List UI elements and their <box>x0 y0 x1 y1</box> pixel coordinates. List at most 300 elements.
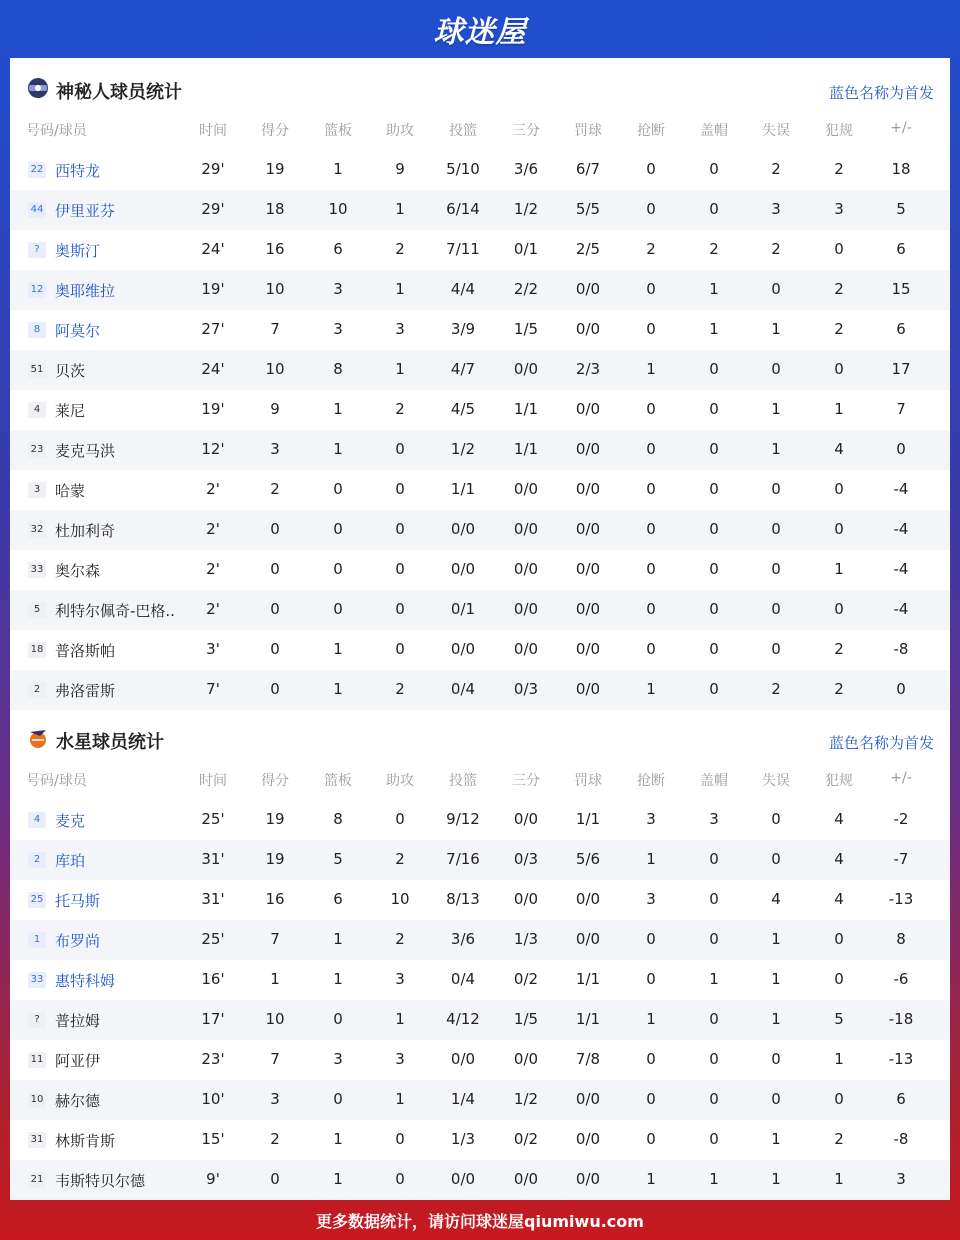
stat-cell: 0 <box>646 400 656 418</box>
jersey-number: 31 <box>28 1132 46 1148</box>
stat-cell: 0 <box>646 640 656 658</box>
stat-cell: 2 <box>834 680 844 698</box>
stat-cell: 0/0 <box>575 320 601 338</box>
player-name[interactable]: 阿莫尔 <box>55 322 101 340</box>
stat-cell: 0/0 <box>575 600 601 618</box>
stat-cell: 0 <box>646 200 656 218</box>
stat-cell: 25' <box>201 930 225 948</box>
stat-cell: 0/0 <box>513 1050 539 1068</box>
player-row[interactable] <box>10 1040 950 1080</box>
player-name[interactable]: 奥耶维拉 <box>55 282 116 300</box>
stat-cell: 0 <box>709 200 719 218</box>
player-name[interactable]: 麦克马洪 <box>55 442 116 460</box>
stat-cell: 8 <box>896 930 906 948</box>
team-badge-icon <box>26 76 50 100</box>
stat-cell: 3 <box>709 810 719 828</box>
column-header: 三分 <box>512 123 540 139</box>
starter-legend-note: 蓝色名称为首发 <box>828 84 934 102</box>
stat-cell: 0/0 <box>513 810 539 828</box>
column-header-row <box>10 108 950 148</box>
stat-cell: 19 <box>265 160 285 178</box>
stat-cell: 0 <box>395 440 405 458</box>
stat-cell: -4 <box>893 520 909 538</box>
jersey-number: 18 <box>28 642 46 658</box>
player-row[interactable] <box>10 1080 950 1120</box>
stat-cell: 4 <box>834 440 844 458</box>
player-row[interactable] <box>10 920 950 960</box>
stat-cell: 0 <box>771 520 781 538</box>
stat-cell: 0 <box>771 360 781 378</box>
stat-cell: 27' <box>201 320 225 338</box>
stat-cell: 1 <box>333 970 343 988</box>
jersey-number: 51 <box>28 362 46 378</box>
stat-cell: 6 <box>896 1090 906 1108</box>
stat-cell: 16' <box>201 970 225 988</box>
stat-cell: 0 <box>395 1130 405 1148</box>
stat-cell: 0/4 <box>450 970 476 988</box>
stat-cell: 0 <box>709 1010 719 1028</box>
player-name[interactable]: 伊里亚芬 <box>55 202 116 220</box>
column-header: 号码/球员 <box>26 773 87 789</box>
player-name[interactable]: 托马斯 <box>55 892 101 910</box>
stat-cell: 29' <box>201 200 225 218</box>
column-header: 罚球 <box>574 123 602 139</box>
stat-cell: 1 <box>395 1010 405 1028</box>
stat-cell: 1 <box>771 1010 781 1028</box>
stat-cell: 3/6 <box>513 160 539 178</box>
player-name[interactable]: 莱尼 <box>55 402 86 420</box>
stat-cell: 0 <box>834 240 844 258</box>
stat-cell: 6 <box>896 240 906 258</box>
stat-cell: 3 <box>270 1090 280 1108</box>
stat-cell: 1 <box>646 1010 656 1028</box>
player-row[interactable] <box>10 880 950 920</box>
player-row[interactable] <box>10 430 950 470</box>
stat-cell: 1/1 <box>450 480 476 498</box>
stat-cell: 0/0 <box>575 680 601 698</box>
stat-cell: -4 <box>893 600 909 618</box>
stat-cell: 0 <box>834 1090 844 1108</box>
stat-cell: 2 <box>771 160 781 178</box>
player-row[interactable] <box>10 230 950 270</box>
stat-cell: 3/9 <box>450 320 476 338</box>
stat-cell: 0 <box>646 1130 656 1148</box>
stat-cell: 1/1 <box>513 440 539 458</box>
stat-cell: 1 <box>395 280 405 298</box>
stat-cell: 10 <box>265 360 285 378</box>
stat-cell: -7 <box>893 850 909 868</box>
jersey-number: 25 <box>28 892 46 908</box>
player-row[interactable] <box>10 270 950 310</box>
stat-cell: 2 <box>270 480 280 498</box>
stat-cell: 16 <box>265 890 285 908</box>
player-row[interactable] <box>10 960 950 1000</box>
stat-cell: 5 <box>834 1010 844 1028</box>
stat-cell: 16 <box>265 240 285 258</box>
player-name[interactable]: 韦斯特贝尔德 <box>55 1172 146 1190</box>
team-title: 神秘人球员统计 <box>56 82 182 103</box>
stat-cell: 6/7 <box>575 160 601 178</box>
column-header: 号码/球员 <box>26 123 87 139</box>
stat-cell: 0 <box>834 520 844 538</box>
stat-cell: 9' <box>206 1170 220 1188</box>
stat-cell: 7 <box>270 1050 280 1068</box>
player-row[interactable] <box>10 630 950 670</box>
stat-cell: 9 <box>395 160 405 178</box>
stat-cell: 0 <box>646 600 656 618</box>
stat-cell: 1 <box>395 1090 405 1108</box>
stat-cell: 31' <box>201 850 225 868</box>
stat-cell: 19' <box>201 280 225 298</box>
stat-cell: 3' <box>206 640 220 658</box>
stat-cell: 0/0 <box>450 640 476 658</box>
stat-cell: 0/0 <box>575 890 601 908</box>
stat-cell: 0/0 <box>513 640 539 658</box>
stat-cell: 0/0 <box>575 640 601 658</box>
stat-cell: 1/1 <box>575 810 601 828</box>
stat-cell: 0/0 <box>575 480 601 498</box>
player-row[interactable] <box>10 470 950 510</box>
stat-cell: -13 <box>888 1050 914 1068</box>
column-header: 助攻 <box>386 773 414 789</box>
stat-cell: 0 <box>709 440 719 458</box>
stat-cell: 0/0 <box>575 930 601 948</box>
stat-cell: 2/3 <box>575 360 601 378</box>
stat-cell: 0/0 <box>513 600 539 618</box>
player-name[interactable]: 阿亚伊 <box>55 1052 101 1070</box>
stats-card <box>10 58 950 1200</box>
team-title: 水星球员统计 <box>56 732 164 753</box>
footer-banner[interactable]: 更多数据统计，请访问球迷屋qiumiwu.com <box>316 1211 644 1231</box>
stat-cell: 25' <box>201 810 225 828</box>
stat-cell: 1 <box>771 1170 781 1188</box>
column-header: 篮板 <box>324 773 352 789</box>
stat-cell: 0/0 <box>450 1050 476 1068</box>
stat-cell: 0 <box>709 1050 719 1068</box>
stat-cell: 3 <box>395 320 405 338</box>
stat-cell: 0 <box>646 970 656 988</box>
stat-cell: 0/0 <box>513 360 539 378</box>
stat-cell: 2 <box>834 160 844 178</box>
jersey-number: 4 <box>28 812 46 828</box>
stat-cell: 0/0 <box>575 1090 601 1108</box>
stat-cell: 0/4 <box>450 680 476 698</box>
jersey-number: 44 <box>28 202 46 218</box>
stat-cell: 17' <box>201 1010 225 1028</box>
stat-cell: 0 <box>709 930 719 948</box>
stat-cell: 9 <box>270 400 280 418</box>
stat-cell: 0 <box>395 600 405 618</box>
stat-cell: 0 <box>709 160 719 178</box>
player-row[interactable] <box>10 390 950 430</box>
stat-cell: 0/0 <box>575 280 601 298</box>
stat-cell: 0 <box>709 1090 719 1108</box>
stat-cell: 5/6 <box>575 850 601 868</box>
stat-cell: 2' <box>206 560 220 578</box>
stat-cell: 5/5 <box>575 200 601 218</box>
stat-cell: 0 <box>646 1050 656 1068</box>
stat-cell: 0 <box>771 480 781 498</box>
stat-cell: 0 <box>333 1090 343 1108</box>
stat-cell: 2 <box>834 640 844 658</box>
team-badge-icon <box>26 726 50 750</box>
jersey-number: 4 <box>28 402 46 418</box>
player-name[interactable]: 惠特科姆 <box>55 972 116 990</box>
stat-cell: 0 <box>333 1010 343 1028</box>
stat-cell: 0/0 <box>513 480 539 498</box>
stat-cell: 4 <box>834 810 844 828</box>
jersey-number: ? <box>28 242 46 258</box>
player-row[interactable] <box>10 150 950 190</box>
player-row[interactable] <box>10 800 950 840</box>
jersey-number: 12 <box>28 282 46 298</box>
stat-cell: 0 <box>395 1170 405 1188</box>
stat-cell: -4 <box>893 560 909 578</box>
stat-cell: 1 <box>333 930 343 948</box>
stat-cell: 3 <box>333 1050 343 1068</box>
stat-cell: 0 <box>270 600 280 618</box>
stat-cell: 5 <box>896 200 906 218</box>
jersey-number: 3 <box>28 482 46 498</box>
stat-cell: 0 <box>646 1090 656 1108</box>
stat-cell: 1 <box>771 440 781 458</box>
stat-cell: 0/0 <box>450 560 476 578</box>
stat-cell: 1/5 <box>513 1010 539 1028</box>
stat-cell: 24' <box>201 240 225 258</box>
stat-cell: 0 <box>709 850 719 868</box>
player-name[interactable]: 弗洛雷斯 <box>55 682 116 700</box>
column-header: 失误 <box>762 773 790 789</box>
column-header: 抢断 <box>637 773 665 789</box>
stat-cell: 0 <box>646 520 656 538</box>
stat-cell: -4 <box>893 480 909 498</box>
player-name[interactable]: 普洛斯帕 <box>55 642 116 660</box>
player-row[interactable] <box>10 350 950 390</box>
stat-cell: 0 <box>270 640 280 658</box>
stat-cell: 2 <box>834 320 844 338</box>
top-banner <box>0 0 960 58</box>
stat-cell: 1 <box>771 930 781 948</box>
player-name[interactable]: 普拉姆 <box>55 1012 101 1030</box>
stat-cell: 1 <box>270 970 280 988</box>
stat-cell: -13 <box>888 890 914 908</box>
column-header: 盖帽 <box>700 773 728 789</box>
stat-cell: 2 <box>834 1130 844 1148</box>
stat-cell: 4 <box>834 850 844 868</box>
player-name[interactable]: 库珀 <box>55 852 86 870</box>
column-header: 犯规 <box>825 123 853 139</box>
jersey-number: 23 <box>28 442 46 458</box>
stat-cell: 0 <box>646 280 656 298</box>
player-name[interactable]: 赫尔德 <box>55 1092 101 1110</box>
stat-cell: -8 <box>893 640 909 658</box>
stat-cell: 0 <box>709 480 719 498</box>
player-name[interactable]: 奥尔森 <box>55 562 101 580</box>
jersey-number: 1 <box>28 932 46 948</box>
stat-cell: 0 <box>333 600 343 618</box>
stat-cell: 0 <box>834 360 844 378</box>
stat-cell: 1/2 <box>513 200 539 218</box>
stat-cell: 23' <box>201 1050 225 1068</box>
player-name[interactable]: 奥斯汀 <box>55 242 101 260</box>
stat-cell: 0 <box>646 560 656 578</box>
column-header: 得分 <box>261 123 289 139</box>
jersey-number: 21 <box>28 1172 46 1188</box>
stat-cell: 2/5 <box>575 240 601 258</box>
stat-cell: 0 <box>834 930 844 948</box>
stat-cell: 0 <box>896 680 906 698</box>
stat-cell: 0 <box>709 360 719 378</box>
stat-cell: 1 <box>709 320 719 338</box>
stat-cell: 0 <box>333 560 343 578</box>
player-name[interactable]: 林斯肯斯 <box>55 1132 116 1150</box>
player-name[interactable]: 西特龙 <box>55 162 101 180</box>
player-row[interactable] <box>10 310 950 350</box>
player-row[interactable] <box>10 840 950 880</box>
stat-cell: 0 <box>709 520 719 538</box>
stat-cell: 5/10 <box>446 160 480 178</box>
stat-cell: 7' <box>206 680 220 698</box>
column-header-row <box>10 758 950 798</box>
stat-cell: 15 <box>891 280 911 298</box>
stat-cell: 0/0 <box>575 400 601 418</box>
player-row[interactable] <box>10 670 950 710</box>
stat-cell: 2 <box>646 240 656 258</box>
stat-cell: 6 <box>896 320 906 338</box>
stat-cell: 0/0 <box>450 1170 476 1188</box>
stat-cell: 2' <box>206 480 220 498</box>
jersey-number: 8 <box>28 322 46 338</box>
column-header: 时间 <box>199 773 227 789</box>
player-name[interactable]: 布罗尚 <box>55 932 101 950</box>
column-header: 投篮 <box>449 773 477 789</box>
stat-cell: 1 <box>333 1130 343 1148</box>
stat-cell: 0/0 <box>575 560 601 578</box>
stat-cell: 7/16 <box>446 850 480 868</box>
stat-cell: -6 <box>893 970 909 988</box>
stat-cell: 0/1 <box>450 600 476 618</box>
stat-cell: 3/6 <box>450 930 476 948</box>
player-row[interactable] <box>10 510 950 550</box>
player-row[interactable] <box>10 1000 950 1040</box>
stat-cell: 10 <box>265 280 285 298</box>
stat-cell: 0 <box>771 810 781 828</box>
player-row[interactable] <box>10 1120 950 1160</box>
player-name[interactable]: 麦克 <box>55 812 86 830</box>
player-row[interactable] <box>10 550 950 590</box>
stat-cell: 0/0 <box>513 1170 539 1188</box>
stat-cell: 0 <box>771 640 781 658</box>
stat-cell: 0/0 <box>450 520 476 538</box>
stat-cell: 2 <box>395 930 405 948</box>
stat-cell: 0 <box>646 480 656 498</box>
stat-cell: 1 <box>646 1170 656 1188</box>
stat-cell: 2 <box>771 240 781 258</box>
stat-cell: 1/1 <box>575 1010 601 1028</box>
stat-cell: 0 <box>395 560 405 578</box>
column-header: +/- <box>890 120 912 136</box>
player-row[interactable] <box>10 590 950 630</box>
player-row[interactable] <box>10 1160 950 1200</box>
stat-cell: 1 <box>771 400 781 418</box>
jersey-number: 2 <box>28 852 46 868</box>
jersey-number: 22 <box>28 162 46 178</box>
player-name[interactable]: 利特尔佩奇-巴格.. <box>55 602 175 620</box>
stat-cell: 0/3 <box>513 680 539 698</box>
stat-cell: 1 <box>771 970 781 988</box>
stat-cell: 0 <box>646 320 656 338</box>
stat-cell: 3 <box>333 280 343 298</box>
player-name[interactable]: 哈蒙 <box>55 482 86 500</box>
stat-cell: 0/0 <box>575 1170 601 1188</box>
stat-cell: 1/1 <box>513 400 539 418</box>
stat-cell: 0/0 <box>575 520 601 538</box>
starter-legend-note: 蓝色名称为首发 <box>828 734 934 752</box>
stat-cell: 0 <box>709 560 719 578</box>
stat-cell: 2 <box>395 240 405 258</box>
stat-cell: 4/5 <box>450 400 476 418</box>
stat-cell: 1 <box>834 400 844 418</box>
stat-cell: -8 <box>893 1130 909 1148</box>
column-header: 盖帽 <box>700 123 728 139</box>
stat-cell: 17 <box>891 360 911 378</box>
stat-cell: 1 <box>834 1170 844 1188</box>
column-header: 三分 <box>512 773 540 789</box>
stat-cell: 10 <box>328 200 348 218</box>
stat-cell: 1 <box>333 400 343 418</box>
stat-cell: 18 <box>891 160 911 178</box>
stat-cell: 3 <box>646 810 656 828</box>
stat-cell: 8/13 <box>446 890 480 908</box>
column-header: +/- <box>890 770 912 786</box>
player-row[interactable] <box>10 190 950 230</box>
stat-cell: 4/7 <box>450 360 476 378</box>
stat-cell: 2 <box>771 680 781 698</box>
stat-cell: 0/0 <box>513 560 539 578</box>
stat-cell: -2 <box>893 810 909 828</box>
stat-cell: 8 <box>333 810 343 828</box>
player-name[interactable]: 贝茨 <box>55 362 86 380</box>
stat-cell: 3 <box>771 200 781 218</box>
stat-cell: 4/4 <box>450 280 476 298</box>
stat-cell: 3 <box>395 1050 405 1068</box>
jersey-number: ? <box>28 1012 46 1028</box>
stat-cell: 0/2 <box>513 1130 539 1148</box>
stat-cell: 0 <box>709 890 719 908</box>
stat-cell: 3 <box>646 890 656 908</box>
jersey-number: 10 <box>28 1092 46 1108</box>
stat-cell: 0 <box>771 850 781 868</box>
stat-cell: 2 <box>395 850 405 868</box>
stat-cell: 6 <box>333 890 343 908</box>
stat-cell: 5 <box>333 850 343 868</box>
stat-cell: 0 <box>395 640 405 658</box>
stat-cell: 4/12 <box>446 1010 480 1028</box>
column-header: 得分 <box>261 773 289 789</box>
stat-cell: 6 <box>333 240 343 258</box>
stat-cell: 1 <box>709 280 719 298</box>
stat-cell: 0 <box>771 280 781 298</box>
stat-cell: 0 <box>771 1090 781 1108</box>
stat-cell: 10 <box>265 1010 285 1028</box>
stat-cell: 1 <box>709 1170 719 1188</box>
stat-cell: 3 <box>270 440 280 458</box>
player-name[interactable]: 杜加利奇 <box>55 522 116 540</box>
stat-cell: 1 <box>333 1170 343 1188</box>
stat-cell: 0 <box>709 600 719 618</box>
stat-cell: 0 <box>709 680 719 698</box>
column-header: 失误 <box>762 123 790 139</box>
